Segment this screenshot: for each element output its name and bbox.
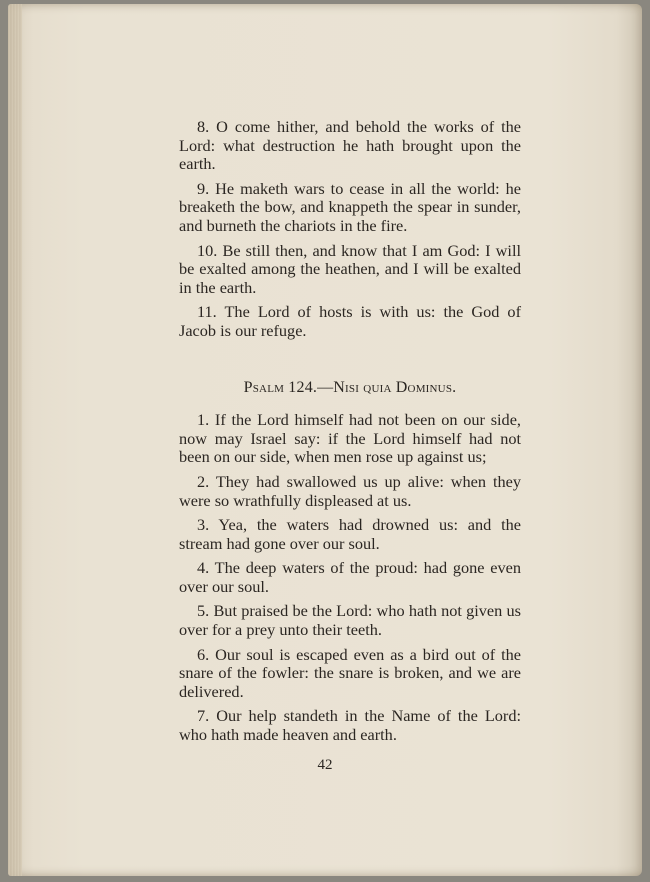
verse-10: 10. Be still then, and know that I am God: I will be exalted among the heathen, and I will be exalted in the earth. — [179, 240, 521, 297]
page-gutter-edge — [8, 4, 22, 876]
psalm-124-verse-1: 1. If the Lord himself had not been on our side, now may Israel say: if the Lord himself had not been on our side, when men rose up against us; — [179, 410, 521, 467]
page-text — [179, 118, 521, 751]
verse-9: 9. He maketh wars to cease in all the world: he breaketh the bow, and knappeth the spear in sunder, and burneth the chariots in the fire. — [179, 178, 521, 235]
psalm-heading — [179, 379, 521, 398]
verse-8: 8. O come hither, and behold the works of the Lord: what destruction he hath brought upon the earth. — [179, 117, 521, 174]
verse-11: 11. The Lord of hosts is with us: the God of Jacob is our refuge. — [179, 302, 521, 340]
psalm-heading-text: Psalm 124.—Nisi quia Dominus. — [243, 378, 457, 396]
psalm-124-verse-4: 4. The deep waters of the proud: had gone even over our soul. — [179, 558, 521, 596]
psalm-124-verse-6: 6. Our soul is escaped even as a bird out of the snare of the fowler: the snare is broken, and we are delivered. — [179, 644, 521, 701]
psalm-124-verse-3: 3. Yea, the waters had drowned us: and the stream had gone over our soul. — [179, 515, 521, 553]
psalm-124-verse-2: 2. They had swallowed us up alive: when they were so wrathfully displeased at us. — [179, 471, 521, 510]
page-number: 42 — [317, 757, 333, 773]
psalm-124-verse-7: 7. Our help standeth in the Name of the Lord: who hath made heaven and earth. — [179, 706, 521, 745]
psalm-124-verse-5: 5. But praised be the Lord: who hath not given us over for a prey unto their teeth. — [179, 601, 521, 640]
